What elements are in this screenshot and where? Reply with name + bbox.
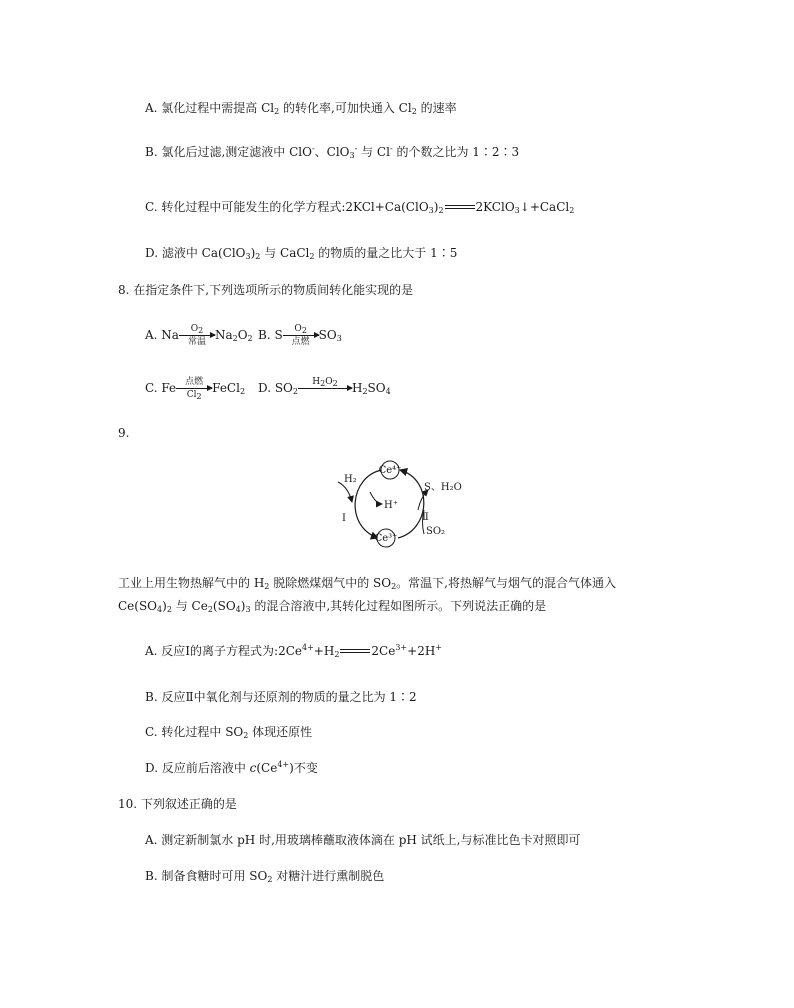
s-h2o-label: S、H₂O: [424, 482, 462, 493]
cycle-arc-left: [355, 470, 382, 538]
h2-label: H₂: [344, 474, 357, 485]
q9-stem-line2: $Ce(SO_4)_2$ 与 $Ce_2(SO_4)_3$ 的混合溶液中,其转化过程如图所示。下列说法正确的是: [118, 599, 547, 614]
q7-option-b: B. 氯化后过滤,测定滤液中 ClO-、ClO$_3$- 与 Cl- 的个数之比为 1∶2∶3: [145, 144, 520, 160]
q7-option-d: D. 滤液中 $Ca(ClO_3)_2$ 与 CaCl$_2$ 的物质的量之比大于 1∶5: [145, 246, 458, 261]
q9-option-c: C. 转化过程中 $SO_2$ 体现还原性: [145, 725, 313, 740]
hplus-arrow: [370, 492, 382, 504]
ce3-label: Ce³⁺: [374, 533, 398, 544]
q8-option-b: B. S $O_2$ 点燃 $SO_3$: [258, 324, 342, 347]
q7-option-a: A. 氯化过程中需提高 $Cl_2$ 的转化率,可加快通入 $Cl_2$ 的速率: [145, 101, 457, 116]
reaction-arrow: $O_2$ 常温: [179, 324, 215, 347]
q10-stem: 10. 下列叙述正确的是: [118, 797, 237, 811]
ce4-label: Ce⁴⁺: [378, 465, 402, 476]
q9-option-b: B. 反应Ⅱ中氧化剂与还原剂的物质的量之比为 1∶2: [145, 690, 417, 704]
so2-label: SO₂: [426, 526, 446, 537]
cerium-cycle-diagram: [330, 460, 470, 552]
q8-option-c: C. Fe 点燃 $Cl_2$ FeCl$_2$: [145, 377, 246, 401]
equals-sign: [445, 203, 475, 213]
hplus-label: H⁺: [384, 500, 398, 511]
equals-sign: [340, 647, 370, 657]
reaction-arrow: $O_2$ 点燃: [283, 324, 319, 347]
reaction-ii-label: Ⅱ: [422, 512, 429, 523]
q9-number: 9.: [118, 426, 130, 440]
q10-option-b: B. 制备食糖时可用 $SO_2$ 对糖汁进行熏制脱色: [145, 869, 385, 884]
reaction-arrow: 点燃 $Cl_2$: [176, 377, 212, 400]
reaction-i-label: Ⅰ: [342, 513, 346, 524]
q8-option-a: A. Na $O_2$ 常温 $Na_2O_2$: [145, 324, 253, 347]
q9-stem-line1: 工业上用生物热解气中的 $H_2$ 脱除燃煤烟气中的 $SO_2$。常温下,将热解气与烟气的混合气体通入: [118, 576, 616, 591]
q8-option-d: D. $SO_2$ $H_2O_2$ $H_2SO_4$: [258, 377, 391, 401]
q8-stem: 8. 在指定条件下,下列选项所示的物质间转化能实现的是: [118, 283, 414, 297]
q9-option-a: A. 反应Ⅰ的离子方程式为$:2Ce^{4+}+H_2$ $2Ce^{3+}+2H^+$: [145, 643, 442, 659]
h2-in-arrow: [338, 482, 352, 502]
reaction-arrow: $H_2O_2$: [298, 377, 352, 400]
q7-option-c: C. 转化过程中可能发生的化学方程式$:2KCl+Ca(ClO_3)_2$ 2KClO$_3$↓+CaCl$_2$: [145, 200, 575, 215]
q9-option-d: D. 反应前后溶液中 $c(Ce^{4+})$不变: [145, 760, 318, 775]
q10-option-a: A. 测定新制氯水 pH 时,用玻璃棒蘸取液体滴在 pH 试纸上,与标准比色卡对照即可: [145, 833, 581, 847]
